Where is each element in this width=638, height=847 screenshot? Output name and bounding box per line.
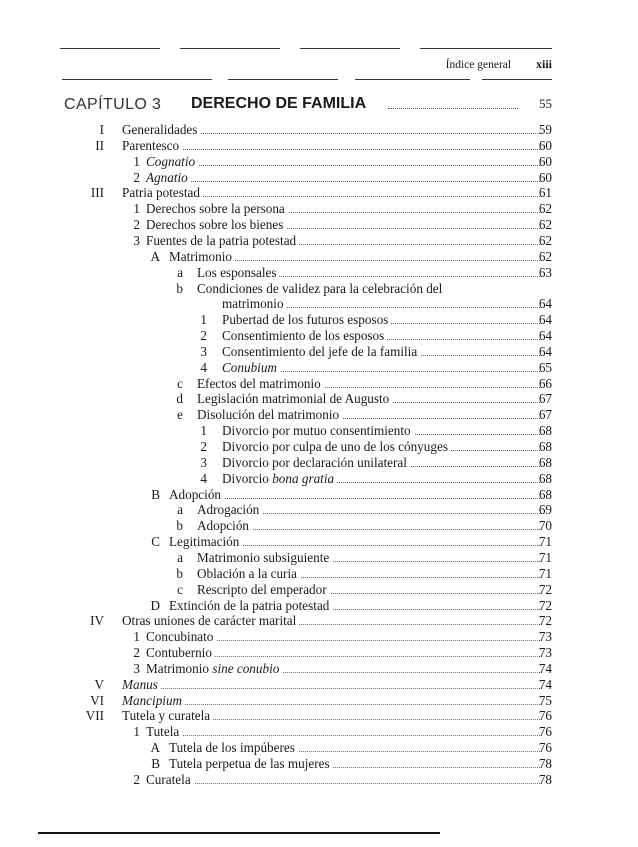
toc-entry-number: 2 — [133, 217, 140, 233]
toc-entry-page: 68 — [538, 454, 552, 470]
header-rule-bottom-3 — [355, 79, 470, 80]
toc-entry-label-text: Consentimiento de los esposos — [222, 328, 385, 344]
toc-entry-label-text: Divorcio por mutuo consentimiento — [222, 423, 411, 439]
toc-entry-label-italic: bona gratia — [272, 470, 335, 486]
header-rule-top-3 — [300, 48, 400, 49]
toc-entry[interactable] — [0, 376, 638, 392]
toc-entry-label-text: Rescripto del emperador — [197, 581, 327, 597]
toc-entry-number: 1 — [133, 201, 140, 217]
toc-entry-number: A — [150, 248, 160, 264]
toc-entry-label-text: Tutela — [146, 724, 180, 740]
toc-entry-label-text: matrimonio — [222, 296, 284, 312]
toc-entry-page: 73 — [538, 645, 552, 661]
toc-entry[interactable] — [0, 518, 638, 534]
toc-entry-label — [146, 645, 215, 661]
toc-entry-page: 76 — [538, 724, 552, 740]
toc-entry-page: 70 — [538, 518, 552, 534]
toc-entry-label-text: Adopción — [169, 486, 222, 502]
toc-entry-page: 68 — [538, 423, 552, 439]
toc-entry-label — [222, 312, 391, 328]
toc-entry[interactable] — [0, 344, 638, 360]
toc-entry-page: 72 — [538, 581, 552, 597]
toc-entry-label — [146, 170, 191, 186]
toc-entry-number: III — [90, 185, 104, 201]
toc-entry-label-text: Divorcio por declaración unilateral — [222, 454, 407, 470]
header-rule-top-4 — [420, 48, 552, 49]
toc-entry[interactable] — [0, 487, 638, 503]
toc-entry-page: 74 — [538, 676, 552, 692]
toc-entry-label — [197, 376, 324, 392]
toc-entry-number: 4 — [200, 470, 207, 486]
toc-entry-label-text: Oblación a la curia — [197, 565, 297, 581]
toc-entry[interactable] — [0, 756, 638, 772]
toc-entry[interactable] — [0, 550, 638, 566]
toc-entry[interactable] — [0, 502, 638, 518]
toc-entry-label — [197, 582, 330, 598]
toc-leader-dots — [177, 498, 542, 499]
toc-entry[interactable] — [0, 185, 638, 201]
toc-entry[interactable] — [0, 217, 638, 233]
toc-entry-number: 1 — [200, 312, 207, 328]
toc-entry-page: 62 — [538, 248, 552, 264]
toc-entry-page: 75 — [538, 692, 552, 708]
toc-entry-label — [222, 328, 387, 344]
toc-entry-number: 1 — [133, 153, 140, 169]
toc-entry-label-text: Condiciones de validez para la celebración del — [197, 280, 443, 296]
toc-entry[interactable] — [0, 122, 638, 138]
toc-entry-label — [197, 518, 252, 534]
toc-entry-label — [146, 661, 282, 677]
toc-entry[interactable] — [0, 296, 638, 312]
toc-entry-page: 60 — [538, 169, 552, 185]
toc-entry-label — [169, 740, 298, 756]
toc-entry[interactable] — [0, 534, 638, 550]
toc-entry-page: 78 — [538, 756, 552, 771]
toc-entry-label — [146, 233, 299, 249]
toc-leader-dots — [154, 783, 542, 784]
header-rule-top-2 — [180, 48, 280, 49]
chapter-label: CAPÍTULO 3 — [64, 96, 162, 113]
toc-entry-label-text: Divorcio por culpa de uno de los cónyuges — [222, 439, 448, 454]
toc-entry-label — [197, 265, 279, 281]
toc-entry-page: 72 — [538, 613, 552, 629]
toc-entry-number: 2 — [133, 645, 140, 661]
toc-entry-number: VII — [85, 708, 104, 724]
toc-entry-label — [146, 217, 286, 233]
header-rule-bottom-2 — [228, 79, 338, 80]
toc-entry-label — [146, 154, 198, 170]
toc-entry-page: 76 — [538, 708, 552, 724]
toc-entry[interactable] — [0, 249, 638, 265]
toc-entry-label — [169, 598, 332, 614]
toc-entry-label-text: Extinción de la patria potestad — [169, 597, 330, 613]
toc-entry[interactable] — [0, 708, 638, 724]
toc-entry-label — [222, 423, 414, 439]
toc-entry-page: 64 — [538, 312, 552, 328]
toc-entry-label — [122, 693, 185, 709]
toc-entry-page: 59 — [538, 122, 552, 137]
toc-entry[interactable] — [0, 740, 638, 756]
toc-entry-page: 76 — [538, 740, 552, 756]
toc-entry-label-text: Disolución del matrimonio — [197, 407, 340, 423]
toc-entry-page: 61 — [538, 185, 552, 201]
toc-entry-label — [222, 344, 420, 360]
chapter-heading[interactable] — [60, 95, 552, 117]
toc-entry-number: 2 — [133, 771, 140, 787]
footer-rule — [38, 832, 440, 834]
toc-entry-number: a — [177, 549, 183, 565]
toc-entry[interactable] — [0, 724, 638, 740]
toc-entry-number: B — [151, 486, 160, 502]
toc-entry-label — [169, 249, 235, 265]
toc-entry-page: 62 — [538, 201, 552, 217]
toc-entry-number: IV — [90, 613, 104, 629]
toc-entry-number: a — [177, 264, 183, 280]
toc-entry-label — [169, 534, 242, 550]
toc-leader-dots — [154, 165, 542, 166]
toc-entry-label-text: Fuentes de la patria potestad — [146, 232, 297, 248]
toc-entry-label-text: Consentimiento del jefe de la familia — [222, 343, 418, 359]
toc-entry-number: b — [176, 280, 183, 296]
toc-entry-number: 2 — [200, 439, 207, 454]
toc-entry[interactable] — [0, 391, 638, 407]
running-head-title: Índice general — [445, 59, 512, 71]
toc-entry-page: 62 — [538, 217, 552, 233]
toc-entry-number: 1 — [200, 423, 207, 439]
toc-entry-page: 68 — [538, 439, 552, 454]
toc-entry[interactable] — [0, 407, 638, 423]
toc-entry-number: a — [177, 502, 183, 518]
toc-entry-number: c — [177, 375, 183, 391]
toc-entry-label — [222, 360, 280, 376]
toc-entry[interactable] — [0, 772, 638, 788]
toc-entry-number: I — [99, 122, 104, 137]
toc-entry-label-text: Agnatio — [146, 169, 188, 185]
toc-entry-page: 65 — [538, 359, 552, 375]
toc-entry-label-text: Conubium — [222, 359, 277, 375]
toc-entry-page: 63 — [538, 264, 552, 280]
toc-entry-label — [222, 471, 337, 487]
toc-entry-label-text: Matrimonio — [169, 248, 233, 264]
toc-entry-number: b — [176, 565, 183, 581]
toc-entry[interactable] — [0, 265, 638, 281]
toc-entry-number: 1 — [133, 629, 140, 645]
toc-entry-number: c — [177, 581, 183, 597]
toc-leader-dots — [154, 181, 542, 182]
toc-entry-page: 64 — [538, 328, 552, 344]
toc-entry-label — [197, 502, 262, 518]
toc-entry-number: 4 — [200, 359, 207, 375]
toc-entry[interactable] — [0, 138, 638, 154]
toc-entry-label-text: Concubinato — [146, 629, 214, 645]
toc-entry-label-text: Generalidades — [122, 122, 198, 137]
toc-entry-number: V — [94, 676, 104, 692]
toc-entry-number: 3 — [133, 232, 140, 248]
toc-entry-number: e — [177, 407, 183, 423]
toc-entry-page: 74 — [538, 660, 552, 676]
toc-entry-label-text: Tutela de los impúberes — [169, 740, 295, 756]
toc-entry-page: 67 — [538, 407, 552, 423]
toc-entry-label-text: Efectos del matrimonio — [197, 375, 321, 391]
toc-entry-page: 78 — [538, 771, 552, 787]
toc-entry[interactable] — [0, 201, 638, 217]
toc-entry-page: 64 — [538, 296, 552, 312]
toc-entry-page: 60 — [538, 137, 552, 153]
toc-entry-page: 68 — [538, 486, 552, 502]
toc-entry-label — [197, 281, 445, 297]
toc-entry-label-text: Los esponsales — [197, 264, 277, 280]
toc-entry-label — [222, 455, 410, 471]
toc-entry-label-text: Legitimación — [169, 534, 240, 550]
toc-entry-page: 72 — [538, 597, 552, 613]
toc-entry-label-text: Derechos sobre la persona — [146, 201, 285, 217]
toc-entry[interactable] — [0, 170, 638, 186]
header-rule-bottom-1 — [62, 79, 212, 80]
toc-entry-number: II — [95, 137, 104, 153]
toc-entry-page: 62 — [538, 232, 552, 248]
toc-entry-label — [146, 772, 194, 788]
header-rule-bottom-4 — [482, 79, 552, 80]
toc-entry-label — [146, 629, 216, 645]
toc-entry-label-text: Patria potestad — [122, 185, 201, 201]
toc-entry[interactable] — [0, 455, 638, 471]
toc-leader-dots — [205, 529, 542, 530]
toc-entry-label-text: Manus — [122, 676, 158, 692]
toc-entry[interactable] — [0, 629, 638, 645]
toc-leader-dots — [130, 704, 542, 705]
toc-entry-label-text: Pubertad de los futuros esposos — [222, 312, 389, 328]
toc-entry-label-text: Adopción — [197, 518, 250, 534]
toc-entry-label-text: Cognatio — [146, 153, 196, 169]
toc-entry-label — [197, 391, 392, 407]
toc-entry-number: A — [150, 740, 160, 756]
toc-entry-label — [146, 201, 288, 217]
toc-entry-page: 71 — [538, 565, 552, 581]
toc-entry-label-text: Tutela y curatela — [122, 708, 211, 724]
toc-entry-number: d — [176, 391, 183, 407]
toc-entry-label-text: Matrimonio — [146, 660, 213, 676]
toc-entry[interactable] — [0, 439, 638, 455]
toc-entry-label — [122, 677, 161, 693]
toc-entry-page: 69 — [538, 502, 552, 518]
toc-entry-page: 73 — [538, 629, 552, 645]
toc-entry-label — [197, 407, 342, 423]
toc-leader-dots — [154, 735, 542, 736]
toc-leader-dots — [130, 149, 542, 150]
toc-entry[interactable] — [0, 154, 638, 170]
toc-entry[interactable] — [0, 281, 638, 297]
chapter-leader-dots — [388, 108, 518, 109]
toc-entry[interactable] — [0, 661, 638, 677]
toc-entry-label-text: Curatela — [146, 771, 191, 787]
toc-entry-label-text: Matrimonio subsiguiente — [197, 549, 330, 565]
toc-leader-dots — [130, 688, 542, 689]
toc-entry-number: 2 — [200, 328, 207, 344]
toc-entry-label — [222, 439, 451, 455]
toc-entry-label-text: Legislación matrimonial de Augusto — [197, 391, 390, 407]
toc-entry-page: 67 — [538, 391, 552, 407]
toc-entry[interactable] — [0, 677, 638, 693]
toc-entry-label-italic: sine conubio — [212, 660, 280, 676]
chapter-title: DERECHO DE FAMILIA — [191, 95, 367, 112]
toc-entry[interactable] — [0, 312, 638, 328]
toc-entry-label — [197, 566, 300, 582]
toc-entry-page: 71 — [538, 534, 552, 550]
toc-entry-number: 1 — [133, 724, 140, 740]
toc-entry-page: 68 — [538, 470, 552, 486]
toc-entry-label — [122, 185, 203, 201]
toc-entry-number: D — [150, 597, 160, 613]
running-head — [60, 57, 552, 73]
toc-entry[interactable] — [0, 582, 638, 598]
toc-entry[interactable] — [0, 471, 638, 487]
toc-entry-number: B — [151, 756, 160, 771]
toc-entry-label-text: Contubernio — [146, 645, 212, 661]
toc-entry-page: 66 — [538, 375, 552, 391]
toc-entry-number: 2 — [133, 169, 140, 185]
toc-entry-label — [146, 724, 182, 740]
toc-entry-page: 64 — [538, 343, 552, 359]
toc-entry[interactable] — [0, 360, 638, 376]
toc-entry-label — [169, 756, 333, 772]
toc-entry-label-text: Derechos sobre los bienes — [146, 217, 284, 233]
toc-entry-label — [122, 138, 182, 154]
toc-entry-number: 3 — [200, 454, 207, 470]
toc-entry-number: C — [151, 534, 160, 550]
toc-entry-label — [122, 708, 213, 724]
toc-entry-label-text: Mancipium — [122, 692, 183, 708]
toc-entry-label — [122, 122, 200, 138]
toc-entry-label — [169, 487, 224, 503]
toc-entry-label-text: Parentesco — [122, 137, 180, 153]
toc-entry-label-text: Adrogación — [197, 502, 260, 518]
toc-entry-label — [122, 613, 299, 629]
toc-entry-label-text: Tutela perpetua de las mujeres — [169, 756, 330, 771]
header-rule-top-1 — [60, 48, 160, 49]
toc-entry[interactable] — [0, 693, 638, 709]
toc-entry-label-text: Otras uniones de carácter marital — [122, 613, 297, 629]
toc-entry-number: 3 — [200, 343, 207, 359]
toc-entry-page: 60 — [538, 153, 552, 169]
toc-entry-label-text: Divorcio — [222, 470, 273, 486]
toc-entry-number: 3 — [133, 660, 140, 676]
toc-entry[interactable] — [0, 613, 638, 629]
toc-entry[interactable] — [0, 328, 638, 344]
toc-entry-page: 71 — [538, 549, 552, 565]
toc-entry[interactable] — [0, 598, 638, 614]
toc-entry-label — [222, 296, 287, 312]
chapter-page: 55 — [539, 96, 552, 111]
toc-entry[interactable] — [0, 423, 638, 439]
toc-entry-number: b — [176, 518, 183, 534]
toc-entry[interactable] — [0, 233, 638, 249]
toc-entry[interactable] — [0, 645, 638, 661]
toc-entry[interactable] — [0, 566, 638, 582]
toc-entry-number: VI — [90, 692, 104, 708]
running-head-page: xiii — [535, 57, 552, 71]
toc-entry-label — [197, 550, 332, 566]
